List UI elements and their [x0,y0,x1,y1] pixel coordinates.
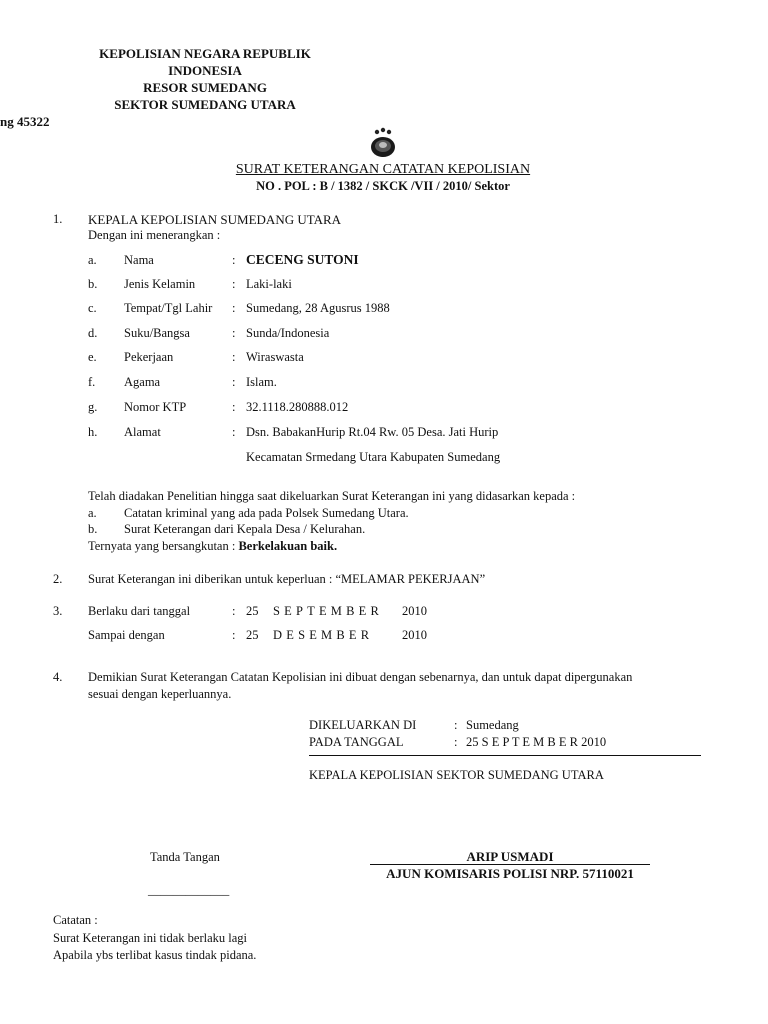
officer-rank: AJUN KOMISARIS POLISI NRP. 57110021 [386,866,634,881]
research-conclusion-prefix: Ternyata yang bersangkutan : [88,539,236,553]
research-item-letter: b. [88,522,98,536]
field-label: Tempat/Tgl Lahir [124,301,213,315]
field-colon: : [232,400,236,414]
header-line-4: SEKTOR SUMEDANG UTARA [114,97,296,112]
field-label: Nama [124,253,154,267]
field-colon: : [232,425,236,439]
officer-underline [370,864,650,865]
field-letter: e. [88,350,97,364]
field-value-address-line-2: Kecamatan Srmedang Utara Kabupaten Sumedang [246,450,501,464]
field-value-gender: Laki-laki [246,277,292,291]
header-line-3: RESOR SUMEDANG [143,80,267,95]
section-1-number: 1. [53,212,63,226]
valid-from-month: SEPTEMBER [273,604,384,618]
field-label: Agama [124,375,161,389]
field-label: Jenis Kelamin [124,277,196,291]
signature-label: Tanda Tangan [150,850,220,864]
field-label: Suku/Bangsa [124,326,190,340]
officer-name: ARIP USMADI [466,849,554,864]
field-colon: : [232,375,236,389]
header-line-1: KEPOLISIAN NEGARA REPUBLIK [99,46,311,61]
field-value-address: Dsn. BabakanHurip Rt.04 Rw. 05 Desa. Jati Hurip [246,425,499,439]
issue-place-colon: : [454,718,458,732]
issue-place-label: DIKELUARKAN DI [309,718,417,732]
field-label: Alamat [124,425,161,439]
section-4-number: 4. [53,670,63,684]
valid-from-label: Berlaku dari tanggal [88,604,191,618]
issue-date-colon: : [454,735,458,749]
field-value-ktp: 32.1118.280888.012 [246,400,349,414]
field-value-name: CECENG SUTONI [246,252,359,267]
research-item-letter: a. [88,506,97,520]
signature-blank-line: _____________ [148,883,230,897]
notes-line-1: Surat Keterangan ini tidak berlaku lagi [53,931,248,945]
header-line-2: INDONESIA [168,63,242,78]
research-item-b: Surat Keterangan dari Kepala Desa / Kelurahan. [124,522,366,536]
field-value-ethnicity: Sunda/Indonesia [246,326,330,340]
field-letter: g. [88,400,98,414]
section-1-intro: Dengan ini menerangkan : [88,228,221,242]
issue-place-value: Sumedang [466,718,519,732]
field-colon: : [232,253,236,267]
issue-divider [309,755,701,756]
field-label: Nomor KTP [124,400,187,414]
field-colon: : [232,277,236,291]
section-3-number: 3. [53,604,63,618]
issue-date-label: PADA TANGGAL [309,735,404,749]
valid-to-month: DESEMBER [273,628,374,642]
section-2-number: 2. [53,572,63,586]
section-2-text: Surat Keterangan ini diberikan untuk keperluan : “MELAMAR PEKERJAAN” [88,572,486,586]
notes-line-2: Apabila ybs terlibat kasus tindak pidana. [53,948,257,962]
field-letter: a. [88,253,97,267]
section-4-line-2: sesuai dengan keperluannya. [88,687,232,701]
section-4-line-1: Demikian Surat Keterangan Catatan Kepolisian ini dibuat dengan sebenarnya, dan untuk dapat dipergunakan [88,670,633,684]
notes-title: Catatan : [53,913,98,927]
field-colon: : [232,326,236,340]
police-emblem-icon [366,126,400,160]
section-1-heading: KEPALA KEPOLISIAN SUMEDANG UTARA [88,212,342,227]
valid-from-colon: : [232,604,236,618]
field-value-religion: Islam. [246,375,277,389]
field-letter: b. [88,277,98,291]
research-conclusion-value: Berkelakuan baik. [238,539,338,553]
research-item-a: Catatan kriminal yang ada pada Polsek Sumedang Utara. [124,506,409,520]
document-number: NO . POL : B / 1382 / SKCK /VII / 2010/ Sektor [256,179,510,193]
research-conclusion [88,539,337,554]
valid-to-label: Sampai dengan [88,628,165,642]
document-title: SURAT KETERANGAN CATATAN KEPOLISIAN [235,162,531,177]
valid-to-colon: : [232,628,236,642]
valid-from-day: 25 [246,604,259,618]
valid-to-day: 25 [246,628,259,642]
field-colon: : [232,350,236,364]
field-letter: f. [88,375,96,389]
field-value-occupation: Wiraswasta [246,350,304,364]
field-letter: h. [88,425,98,439]
issue-date-value: 25 S E P T E M B E R 2010 [466,735,607,749]
valid-to-year: 2010 [402,628,427,642]
header-side-fragment: ng 45322 [0,114,50,129]
issue-office: KEPALA KEPOLISIAN SEKTOR SUMEDANG UTARA [309,768,604,782]
field-colon: : [232,301,236,315]
field-value-birth: Sumedang, 28 Agusrus 1988 [246,301,390,315]
field-letter: c. [88,301,97,315]
field-label: Pekerjaan [124,350,174,364]
research-intro: Telah diadakan Penelitian hingga saat dikeluarkan Surat Keterangan ini yang didasarkan kepada : [88,489,576,503]
field-letter: d. [88,326,98,340]
valid-from-year: 2010 [402,604,427,618]
